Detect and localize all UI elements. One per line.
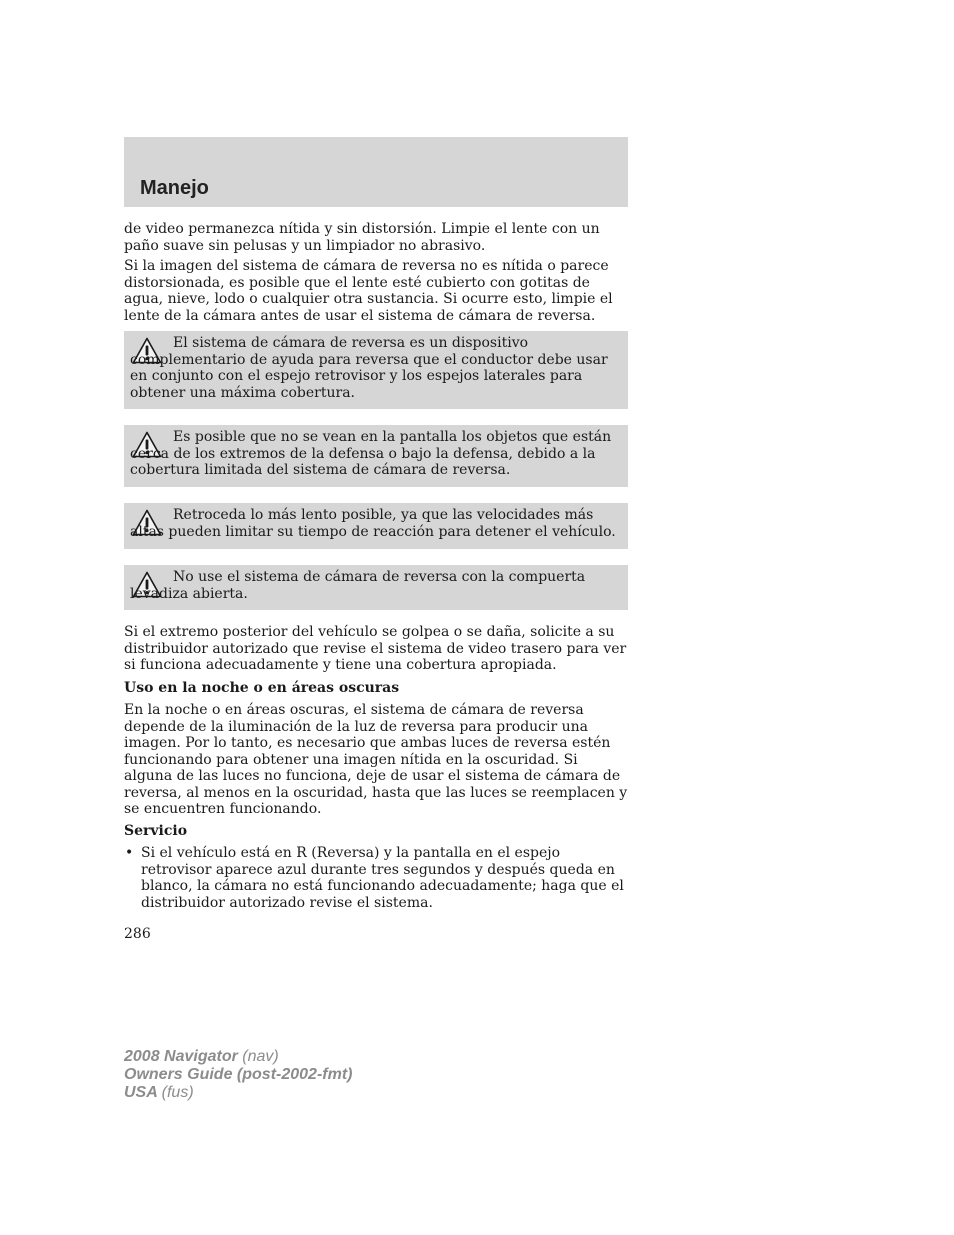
warning-box-liftgate-open <box>124 565 628 610</box>
paragraph-image-distorted: Si la imagen del sistema de cámara de reversa no es nítida o parece distorsionada, es posible que el lente esté cubierto con gotitas de agua, nieve, lodo o cualquier otra sustancia. Si ocurre esto, limpie el lente de la cámara antes de usar el sistema de cámara de reversa. <box>124 258 613 324</box>
footer-line-market <box>124 1084 352 1102</box>
heading-night-use: Uso en la noche o en áreas oscuras <box>124 680 400 696</box>
footer-guide: Owners Guide (post-2002-fmt) <box>124 1066 353 1083</box>
footer-line-model <box>124 1048 352 1066</box>
footer-market: USA <box>124 1084 158 1101</box>
footer-model-code: (nav) <box>242 1048 279 1065</box>
document-footer <box>124 1048 352 1102</box>
warning-text: Retroceda lo más lento posible, ya que las velocidades más altas pueden limitar su tiempo de reacción para detener el vehículo. <box>130 507 616 540</box>
warning-text: Es posible que no se vean en la pantalla los objetos que están cerca de los extremos de la defensa o bajo la defensa, debido a la cobertura limitada del sistema de cámara de reversa. <box>130 429 612 478</box>
paragraph-lens-cleaning: de video permanezca nítida y sin distorsión. Limpie el lente con un paño suave sin pelusas y un limpiador no abrasivo. <box>124 221 600 254</box>
footer-model: 2008 Navigator <box>124 1048 238 1065</box>
warning-box-supplementary-device <box>124 331 628 409</box>
service-bullet-list <box>124 845 630 911</box>
paragraph-damaged-rear: Si el extremo posterior del vehículo se golpea o se daña, solicite a su distribuidor autorizado que revise el sistema de video trasero para ver si funciona adecuadamente y tiene una cobertura apropiada. <box>124 624 627 673</box>
list-item-text: Si el vehículo está en R (Reversa) y la pantalla en el espejo retrovisor aparece azul durante tres segundos y después queda en blanco, la cámara no está funcionando adecuadamente; haga que el distribuidor autorizado revise el sistema. <box>141 845 624 911</box>
list-item <box>124 845 630 911</box>
paragraph-night-use: En la noche o en áreas oscuras, el sistema de cámara de reversa depende de la iluminación de la luz de reversa para producir una imagen. Por lo tanto, es necesario que ambas luces de reversa estén funcionando para obtener una imagen nítida en la oscuridad. Si alguna de las luces no funciona, deje de usar el sistema de cámara de reversa, al menos en la oscuridad, hasta que las luces se reemplacen y se encuentren funcionando. <box>124 702 628 817</box>
section-header <box>124 137 628 207</box>
page-number: 286 <box>124 926 151 942</box>
footer-line-guide <box>124 1066 352 1084</box>
warning-box-blind-spots <box>124 425 628 487</box>
bullet-icon: • <box>125 845 134 861</box>
heading-service: Servicio <box>124 823 188 839</box>
warning-text: El sistema de cámara de reversa es un dispositivo complementario de ayuda para reversa que el conductor debe usar en conjunto con el espejo retrovisor y los espejos laterales para obtener una máxima cobertura. <box>130 335 608 401</box>
warning-box-reverse-slowly <box>124 503 628 549</box>
footer-market-code: (fus) <box>161 1084 194 1101</box>
warning-text: No use el sistema de cámara de reversa con la compuerta levadiza abierta. <box>130 569 586 602</box>
section-title: Manejo <box>140 177 209 199</box>
